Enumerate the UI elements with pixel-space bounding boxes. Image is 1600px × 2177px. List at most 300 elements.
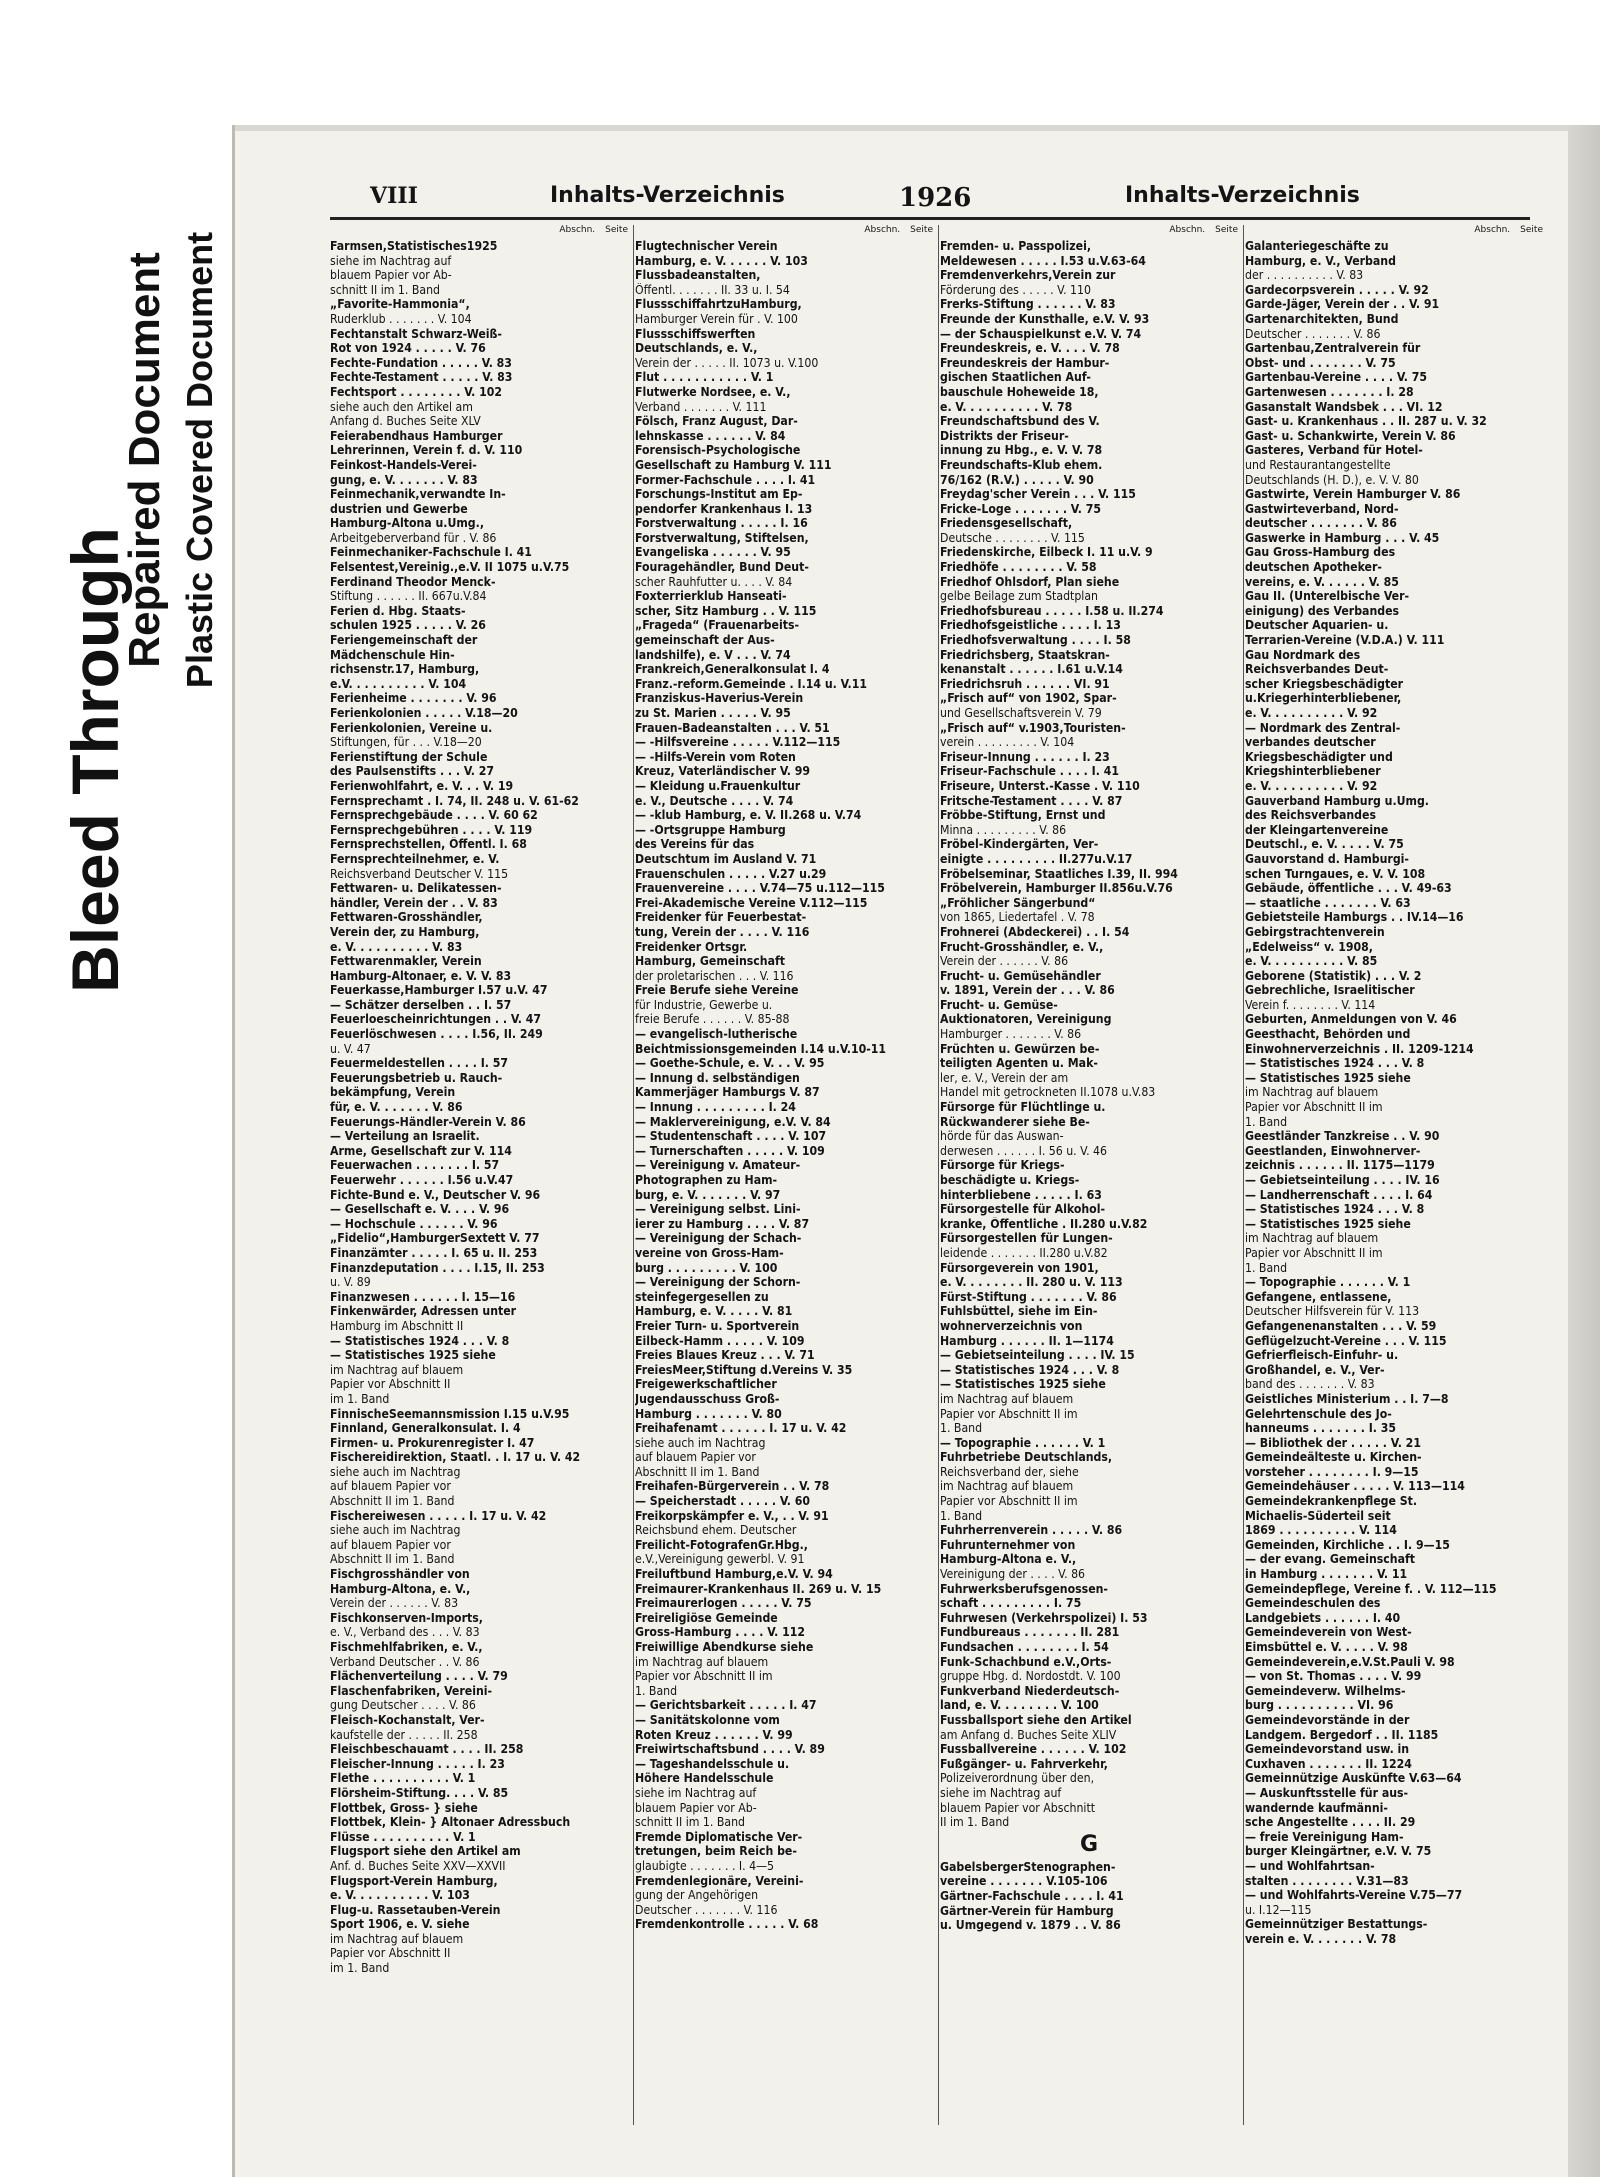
index-entry: Freiluftbund Hamburg,e.V. V. 94 [635, 1567, 833, 1582]
index-entry: — Topographie . . . . . . V. 1 [940, 1435, 1106, 1450]
index-entry: Frei-Akademische Vereine V.112—115 [635, 895, 868, 910]
index-entry: — Gerichtsbarkeit . . . . . I. 47 [635, 1698, 817, 1713]
index-entry: Kriegsbeschädigter und [1245, 749, 1393, 764]
index-entry: Fernsprechgebäude . . . . V. 60 62 [330, 808, 538, 823]
index-entry: Fremdenverkehrs,Verein zur [940, 268, 1116, 283]
index-entry: händler, Verein der . . V. 83 [330, 895, 498, 910]
index-entry: Kriegshinterbliebener [1245, 764, 1381, 779]
index-entry: schulen 1925 . . . . . V. 26 [330, 618, 486, 633]
index-entry: tretungen, beim Reich be- [635, 1844, 797, 1859]
index-entry: u. Umgegend v. 1879 . . V. 86 [940, 1918, 1121, 1933]
index-entry: hinterbliebene . . . . . I. 63 [940, 1187, 1102, 1202]
index-entry: Feinkost-Handels-Verei- [330, 457, 477, 472]
index-entry: lehnskasse . . . . . . V. 84 [635, 428, 786, 443]
index-entry: gruppe Hbg. d. Nordostdt. V. 100 [940, 1669, 1121, 1684]
index-entry: — Topographie . . . . . . V. 1 [1245, 1275, 1411, 1290]
seite-label: Seite [910, 225, 933, 235]
index-entry: Gebietsteile Hamburgs . . IV.14—16 [1245, 910, 1464, 925]
index-entry: Fischkonserven-Imports, [330, 1610, 483, 1625]
index-entry: Abschnitt II im 1. Band [330, 1552, 455, 1567]
index-entry: e. V. . . . . . . . . . V. 83 [330, 939, 463, 954]
running-title-right: Inhalts-Verzeichnis [1125, 183, 1360, 208]
index-entry: Garde-Jäger, Verein der . . V. 91 [1245, 297, 1440, 312]
index-entry: Fechtsport . . . . . . . . V. 102 [330, 384, 502, 399]
index-entry: Fürsorgeverein von 1901, [940, 1260, 1099, 1275]
index-entry: kranke, Öffentliche . II.280 u.V.82 [940, 1216, 1148, 1231]
index-entry: u. I.12—115 [1245, 1902, 1312, 1917]
index-entry: — und Wohlfahrtsan- [1245, 1858, 1375, 1873]
column-divider [1243, 225, 1244, 2125]
index-entry: siehe im Nachtrag auf [635, 1785, 757, 1800]
index-entry: Gemeindeverein von West- [1245, 1625, 1412, 1640]
index-entry: Fettwaren-Grosshändler, [330, 910, 483, 925]
index-entry: Gasanstalt Wandsbek . . . VI. 12 [1245, 399, 1443, 414]
index-entry: — Bibliothek der . . . . . V. 21 [1245, 1435, 1421, 1450]
index-entry: Geborene (Statistik) . . . V. 2 [1245, 968, 1422, 983]
index-entry: Hamburg, Gemeinschaft [635, 954, 785, 969]
page-edge [1568, 125, 1600, 2177]
index-entry: — Statistisches 1924 . . . V. 8 [330, 1333, 510, 1348]
index-entry: Feuerungsbetrieb u. Rauch- [330, 1070, 503, 1085]
index-entry: Freunde der Kunsthalle, e.V. V. 93 [940, 311, 1150, 326]
index-entry: Freihafen-Bürgerverein . . V. 78 [635, 1479, 830, 1494]
index-entry: Gemeindehäuser . . . . . V. 113—114 [1245, 1479, 1465, 1494]
index-entry: Abschnitt II im 1. Band [330, 1494, 455, 1509]
index-entry: Flut . . . . . . . . . . . V. 1 [635, 370, 774, 385]
index-entry: wandernde kaufmänni- [1245, 1800, 1388, 1815]
index-entry: auf blauem Papier vor [330, 1479, 451, 1494]
index-entry: Friedhöfe . . . . . . . . V. 58 [940, 560, 1097, 575]
entry-list [330, 239, 628, 1976]
column-divider [633, 225, 634, 2125]
index-entry: Friedhofsverwaltung . . . . I. 58 [940, 633, 1131, 648]
index-entry: Gemeinden, Kirchliche . . I. 9—15 [1245, 1537, 1450, 1552]
index-entry: Verband Deutscher . . V. 86 [330, 1654, 480, 1669]
index-entry: Hamburg, e. V., Verband [1245, 253, 1396, 268]
index-entry: Flethe . . . . . . . . . . V. 1 [330, 1771, 476, 1786]
index-entry: Geistliches Ministerium . . I. 7—8 [1245, 1391, 1449, 1406]
index-entry: Fürst-Stiftung . . . . . . . V. 86 [940, 1289, 1117, 1304]
column-divider [938, 225, 939, 2125]
index-entry: Forschungs-Institut am Ep- [635, 487, 803, 502]
index-entry: Fremdenkontrolle . . . . . V. 68 [635, 1917, 819, 1932]
index-entry: im 1. Band [330, 1961, 390, 1976]
index-entry: Fussballvereine . . . . . . V. 102 [940, 1742, 1127, 1757]
index-entry: 1. Band [1245, 1114, 1288, 1129]
index-entry: Hamburg . . . . . . II. 1—1174 [940, 1333, 1114, 1348]
abschnitt-label: Abschn. [1474, 225, 1511, 235]
index-entry: Papier vor Abschnitt II im [1245, 1245, 1383, 1260]
index-entry: im 1. Band [330, 1391, 390, 1406]
index-entry: Feinmechaniker-Fachschule I. 41 [330, 545, 532, 560]
index-entry: e. V. . . . . . . . . . V. 92 [1245, 706, 1378, 720]
index-entry: band des . . . . . . . V. 83 [1245, 1377, 1375, 1392]
index-entry: schnitt II im 1. Band [330, 282, 441, 297]
index-entry: Freier Turn- u. Sportverein [635, 1318, 800, 1333]
index-entry: Fundsachen . . . . . . . . I. 54 [940, 1640, 1109, 1654]
index-entry: pendorfer Krankenhaus I. 13 [635, 501, 813, 516]
seite-label: Seite [605, 225, 628, 235]
index-entry: derwesen . . . . . . I. 56 u. V. 46 [940, 1143, 1107, 1158]
index-entry: Friedensgesellschaft, [940, 516, 1073, 531]
index-entry: Papier vor Abschnitt II im [1245, 1100, 1383, 1115]
index-entry: richsenstr.17, Hamburg, [330, 662, 480, 677]
index-entry: Freigewerkschaftlicher [635, 1377, 777, 1392]
column-header [1245, 225, 1543, 239]
index-entry: Finanzämter . . . . . I. 65 u. II. 253 [330, 1245, 538, 1260]
index-entry: e. V. . . . . . . . . . V. 103 [330, 1888, 470, 1903]
bleed-through-stamp: Bleed Through [58, 527, 132, 993]
index-entry: landshilfe), e. V . . . V. 74 [635, 647, 791, 662]
index-entry: Frauenvereine . . . . V.74—75 u.112—115 [635, 881, 885, 896]
index-entry: „Frageda“ (Frauenarbeits- [635, 618, 800, 633]
index-entry: Fölsch, Franz August, Dar- [635, 414, 798, 429]
index-entry: Freydag'scher Verein . . . V. 115 [940, 487, 1136, 502]
index-entry: Fernsprechgebühren . . . . V. 119 [330, 822, 533, 837]
index-entry: bekämpfung, Verein [330, 1085, 456, 1100]
index-entry: — Statistisches 1924 . . . V. 8 [940, 1362, 1120, 1377]
index-entry: e. V. . . . . . . . II. 280 u. V. 113 [940, 1275, 1123, 1290]
index-entry: Flutwerke Nordsee, e. V., [635, 384, 791, 399]
index-entry: Gemeindeälteste u. Kirchen- [1245, 1450, 1422, 1465]
index-entry: burg . . . . . . . . . V. 100 [635, 1260, 778, 1275]
index-entry: Deutscher . . . . . . . V. 116 [635, 1902, 778, 1917]
index-entry: Gemeindevorstand usw. in [1245, 1742, 1410, 1757]
index-entry: 1. Band [635, 1683, 678, 1698]
index-entry: e. V. . . . . . . . . . V. 78 [940, 399, 1073, 414]
index-entry: u. V. 89 [330, 1275, 371, 1290]
index-entry: — Maklervereinigung, e.V. V. 84 [635, 1114, 831, 1129]
index-entry: Freundeskreis, e. V. . . . V. 78 [940, 341, 1120, 356]
index-entry: — -Hilfsvereine . . . . . V.112—115 [635, 735, 841, 750]
index-entry: gemeinschaft der Aus- [635, 633, 775, 648]
plastic-covered-stamp: Plastic Covered Document [179, 231, 220, 689]
index-entry: Fuhrbetriebe Deutschlands, [940, 1450, 1113, 1465]
index-entry: Gemeindeverw. Wilhelms- [1245, 1683, 1406, 1698]
index-entry: Freiwirtschaftsbund . . . . V. 89 [635, 1742, 825, 1757]
index-entry: Früchten u. Gewürzen be- [940, 1041, 1100, 1056]
index-entry: Verein der, zu Hamburg, [330, 924, 480, 939]
index-entry: kenanstalt . . . . . . I.61 u.V.14 [940, 662, 1123, 677]
index-entry: Vereinigung der . . . . V. 86 [940, 1567, 1086, 1582]
index-entry: zu St. Marien . . . . . V. 95 [635, 706, 791, 720]
index-entry: Verein der . . . . . II. 1073 u. V.100 [635, 355, 819, 370]
index-entry: Freies Blaues Kreuz . . . V. 71 [635, 1348, 815, 1363]
index-entry: 1. Band [1245, 1260, 1288, 1275]
index-entry: — Studentenschaft . . . . V. 107 [635, 1129, 827, 1144]
index-entry: deutscher . . . . . . . V. 86 [1245, 516, 1397, 531]
index-entry: Anf. d. Buches Seite XXV—XXVII [330, 1858, 506, 1873]
index-entry: Flüsse . . . . . . . . . . V. 1 [330, 1829, 476, 1844]
index-entry: burg . . . . . . . . . . VI. 96 [1245, 1698, 1394, 1713]
index-entry: Funk-Schachbund e.V.,Orts- [940, 1654, 1112, 1669]
index-entry: Friedrichsruh . . . . . . VI. 91 [940, 676, 1110, 691]
index-entry: Gardecorpsverein . . . . . V. 92 [1245, 282, 1429, 297]
index-entry: blauem Papier vor Abschnitt [940, 1800, 1096, 1815]
index-entry: Ferienwohlfahrt, e. V. . . V. 19 [330, 778, 514, 793]
index-entry: Papier vor Abschnitt II im [635, 1669, 773, 1684]
index-entry: verein e. V. . . . . . . V. 78 [1245, 1931, 1397, 1946]
index-entry: Forstverwaltung, Stiftelsen, [635, 530, 809, 545]
index-entry: Photographen zu Ham- [635, 1173, 778, 1187]
seite-label: Seite [1215, 225, 1238, 235]
index-entry: Fernsprechstellen, Öffentl. I. 68 [330, 837, 527, 852]
index-entry: Feinmechanik,verwandte In- [330, 487, 506, 502]
index-entry: im Nachtrag auf blauem [330, 1362, 464, 1377]
year-heading: 1926 [899, 183, 972, 213]
index-entry: Verein der . . . . . . V. 86 [940, 954, 1069, 969]
column-header [330, 225, 628, 239]
index-entry: Reichsverband Deutscher V. 115 [330, 866, 509, 881]
index-entry: siehe auch im Nachtrag [330, 1523, 461, 1538]
index-entry: scher Rauhfutter u. . . . V. 84 [635, 574, 793, 589]
index-entry: FinnischeSeemannsmission I.15 u.V.95 [330, 1406, 570, 1421]
index-entry: glaubigte . . . . . . . I. 4—5 [635, 1858, 775, 1873]
index-entry: — -Hilfs-Verein vom Roten [635, 749, 796, 764]
index-entry: Franziskus-Haverius-Verein [635, 691, 804, 706]
index-entry: „Edelweiss“ v. 1908, [1245, 939, 1373, 954]
index-entry: Flächenverteilung . . . . V. 79 [330, 1669, 508, 1684]
index-entry: Freundschafts-Klub ehem. [940, 457, 1103, 472]
index-entry: Eimsbüttel e. V. . . . . V. 98 [1245, 1640, 1408, 1654]
index-entry: GabelsbergerStenographen- [940, 1859, 1116, 1874]
index-entry: Frerks-Stiftung . . . . . . V. 83 [940, 297, 1116, 312]
index-entry: land, e. V. . . . . . . . V. 100 [940, 1698, 1099, 1713]
index-entry: Deutscher Aquarien- u. [1245, 618, 1389, 633]
index-entry: teiligten Agenten u. Mak- [940, 1056, 1098, 1071]
index-entry: Flugtechnischer Verein [635, 239, 778, 253]
index-entry: Gau Gross-Hamburg des [1245, 545, 1396, 560]
index-entry: Freundeskreis der Hambur- [940, 355, 1110, 370]
index-entry: Freundschaftsbund des V. [940, 414, 1100, 429]
index-entry: — Auskunftsstelle für aus- [1245, 1785, 1409, 1800]
index-entry: Fouragehändler, Bund Deut- [635, 560, 809, 575]
index-entry: — evangelisch-lutherische [635, 1027, 798, 1042]
index-entry: Franz.-reform.Gemeinde . I.14 u. V.11 [635, 676, 867, 691]
index-entry: Ruderklub . . . . . . . V. 104 [330, 311, 472, 326]
index-entry: Abschnitt II im 1. Band [635, 1464, 760, 1479]
index-entry: — freie Vereinigung Ham- [1245, 1829, 1404, 1844]
index-entry: e. V. . . . . . . . . . V. 85 [1245, 954, 1378, 969]
index-entry: Fischereiwesen . . . . . I. 17 u. V. 42 [330, 1508, 547, 1523]
index-entry: Verein der . . . . . . V. 83 [330, 1596, 459, 1611]
index-column-2 [635, 225, 933, 2145]
index-entry: schen Turngaues, e. V. V. 108 [1245, 866, 1426, 881]
index-entry: Roten Kreuz . . . . . . V. 99 [635, 1727, 793, 1742]
index-entry: Flottbek, Klein- } Altonaer Adressbuch [330, 1815, 571, 1830]
index-entry: Anfang d. Buches Seite XLV [330, 414, 481, 429]
index-entry: Fürsorge für Flüchtlinge u. [940, 1100, 1106, 1115]
index-entry: Feuerlöschwesen . . . . I.56, II. 249 [330, 1027, 543, 1042]
index-entry: im Nachtrag auf blauem [940, 1479, 1074, 1494]
repaired-document-stamp: Repaired Document [120, 252, 169, 668]
index-entry: 1869 . . . . . . . . . . V. 114 [1245, 1523, 1397, 1538]
index-entry: Friseure, Unterst.-Kasse . V. 110 [940, 778, 1140, 793]
index-entry: siehe im Nachtrag auf [940, 1785, 1062, 1800]
index-entry: Flussbadeanstalten, [635, 268, 761, 283]
index-entry: Papier vor Abschnitt II im [940, 1494, 1078, 1509]
index-entry: Freidenker für Feuerbestat- [635, 910, 807, 925]
index-entry: Hamburg-Altona e. V., [940, 1552, 1077, 1567]
index-entry: Gartenwesen . . . . . . . I. 28 [1245, 384, 1414, 399]
index-entry: vereine von Gross-Ham- [635, 1245, 784, 1260]
index-entry: Flussschiffswerften [635, 326, 756, 341]
index-entry: — Statistisches 1925 siehe [940, 1377, 1106, 1392]
index-entry: Gemeindekrankenpflege St. [1245, 1494, 1418, 1509]
index-entry: Fröbel-Kindergärten, Ver- [940, 837, 1099, 852]
index-column-4 [1245, 225, 1543, 2145]
index-entry: Gemeinnützige Auskünfte V.63—64 [1245, 1771, 1462, 1786]
index-entry: Fleischbeschauamt . . . . II. 258 [330, 1742, 524, 1757]
index-entry: Reichsbund ehem. Deutscher [635, 1523, 797, 1538]
index-entry: Ferien d. Hbg. Staats- [330, 603, 466, 618]
index-entry: Stiftungen, für . . . V.18—20 [330, 735, 482, 750]
index-entry: Papier vor Abschnitt II [330, 1377, 451, 1392]
index-entry: Evangeliska . . . . . . V. 95 [635, 545, 791, 560]
index-entry: Geburten, Anmeldungen von V. 46 [1245, 1012, 1457, 1027]
index-entry: Gemeindeschulen des [1245, 1596, 1381, 1611]
index-entry: Hamburg . . . . . . . V. 80 [635, 1406, 782, 1421]
index-entry: Auktionatoren, Vereinigung [940, 1012, 1112, 1027]
index-entry: siehe auch im Nachtrag [635, 1435, 766, 1450]
index-entry: Fechtanstalt Schwarz-Weiß- [330, 326, 502, 341]
index-entry: — staatliche . . . . . . . V. 63 [1245, 895, 1411, 910]
index-entry: Gebirgstrachtenverein [1245, 924, 1385, 939]
index-entry: FreiesMeer,Stiftung d.Vereins V. 35 [635, 1362, 853, 1377]
index-entry: u.Kriegerhinterbliebener, [1245, 691, 1402, 706]
index-entry: 76/162 (R.V.) . . . . . V. 90 [940, 472, 1094, 487]
index-entry: und Gesellschaftsverein V. 79 [940, 706, 1102, 720]
index-entry: Gefangenenanstalten . . . V. 59 [1245, 1318, 1437, 1333]
index-entry: burger Kleingärtner, e.V. V. 75 [1245, 1844, 1432, 1859]
index-entry: Landgem. Bergedorf . . II. 1185 [1245, 1727, 1439, 1742]
index-entry: tung, Verein der . . . . V. 116 [635, 924, 810, 939]
index-entry: Friseur-Fachschule . . . . I. 41 [940, 764, 1119, 779]
index-entry: — Statistisches 1925 siehe [1245, 1070, 1411, 1085]
index-entry: — Gesellschaft e. V. . . . V. 96 [330, 1202, 510, 1217]
section-letter: G [1079, 1831, 1099, 1857]
index-entry: in Hamburg . . . . . . . V. 11 [1245, 1567, 1408, 1582]
index-entry: blauem Papier vor Ab- [330, 268, 452, 283]
index-entry: Gefrierfleisch-Einfuhr- u. [1245, 1348, 1399, 1363]
index-entry: — Vereinigung der Schorn- [635, 1275, 801, 1290]
index-entry: Funkverband Niederdeutsch- [940, 1683, 1120, 1698]
index-entry: Friedhofsgeistliche . . . . I. 13 [940, 618, 1121, 633]
index-entry: Feuerwehr . . . . . . I.56 u.V.47 [330, 1173, 514, 1187]
index-entry: scher, Sitz Hamburg . . V. 115 [635, 603, 817, 618]
index-entry: Fundbureaus . . . . . . . II. 281 [940, 1625, 1120, 1640]
column-header [940, 225, 1238, 239]
index-entry: Deutsche . . . . . . . . V. 115 [940, 530, 1085, 545]
index-entry: Gemeindeverein,e.V.St.Pauli V. 98 [1245, 1654, 1455, 1669]
index-entry: Feuerungs-Händler-Verein V. 86 [330, 1114, 526, 1129]
index-entry: im Nachtrag auf blauem [1245, 1085, 1379, 1100]
page-top-shadow [235, 125, 1600, 131]
index-entry: — Nordmark des Zentral- [1245, 720, 1401, 735]
index-entry: Höhere Handelsschule [635, 1771, 774, 1786]
index-entry: Kreuz, Vaterländischer V. 99 [635, 764, 811, 779]
index-entry: Hamburg-Altonaer, e. V. V. 83 [330, 968, 512, 983]
index-entry: Gesellschaft zu Hamburg V. 111 [635, 457, 832, 472]
index-entry: — Landherrenschaft . . . . I. 64 [1245, 1187, 1433, 1202]
index-entry: Gauvorstand d. Hamburgi- [1245, 851, 1409, 866]
index-entry: Gastwirteverband, Nord- [1245, 501, 1399, 516]
index-entry: Flottbek, Gross- } siehe [330, 1800, 478, 1815]
index-entry: Gau Nordmark des [1245, 647, 1361, 662]
index-entry: Ferdinand Theodor Menck- [330, 574, 496, 589]
scanned-page [232, 125, 1600, 2177]
index-entry: — von St. Thomas . . . . V. 99 [1245, 1669, 1422, 1684]
index-entry: e.V. . . . . . . . . . V. 104 [330, 676, 467, 691]
index-entry: — Vereinigung selbst. Lini- [635, 1202, 801, 1217]
index-entry: II im 1. Band [940, 1815, 1010, 1830]
index-entry: Friedhofsbureau . . . . . I.58 u. II.274 [940, 603, 1164, 618]
index-entry: Gemeinnütziger Bestattungs- [1245, 1917, 1428, 1932]
index-entry: Ferienkolonien, Vereine u. [330, 720, 493, 735]
index-entry: Farmsen,Statistisches1925 [330, 239, 498, 253]
index-entry: Frucht-Grosshändler, e. V., [940, 939, 1104, 954]
index-entry: Gasteres, Verband für Hotel- [1245, 443, 1423, 458]
index-entry: — Gebietseinteilung . . . . IV. 15 [940, 1348, 1135, 1363]
index-entry: v. 1891, Verein der . . . V. 86 [940, 983, 1115, 998]
index-entry: Gebäude, öffentliche . . . V. 49-63 [1245, 881, 1452, 896]
index-entry: e. V., Deutsche . . . . V. 74 [635, 793, 794, 808]
index-entry: Fußgänger- u. Fahrverkehr, [940, 1756, 1108, 1771]
index-entry: Freiwillige Abendkurse siehe [635, 1640, 814, 1654]
index-entry: e. V. . . . . . . . . . V. 92 [1245, 778, 1378, 793]
index-entry: — Statistisches 1925 siehe [1245, 1216, 1411, 1231]
index-entry: Former-Fachschule . . . . I. 41 [635, 472, 816, 487]
index-entry: Flugsport siehe den Artikel am [330, 1844, 521, 1859]
index-entry: Gauverband Hamburg u.Umg. [1245, 793, 1429, 808]
entry-list [635, 239, 933, 1932]
index-entry: Lehrerinnen, Verein f. d. V. 110 [330, 443, 523, 458]
index-entry: Freimaurerlogen . . . . . V. 75 [635, 1596, 812, 1611]
index-entry: Deutscher Hilfsverein für V. 113 [1245, 1304, 1420, 1319]
index-entry: Frohnerei (Abdeckerei) . . I. 54 [940, 924, 1130, 939]
index-entry: „Fröhlicher Sängerbund“ [940, 895, 1096, 910]
index-entry: Fürsorgestellen für Lungen- [940, 1231, 1113, 1246]
index-entry: Handel mit getrockneten II.1078 u.V.83 [940, 1085, 1156, 1100]
index-entry: Gartenbau,Zentralverein für [1245, 341, 1421, 356]
index-entry: u. V. 47 [330, 1041, 371, 1056]
index-entry: Fremdenlegionäre, Vereini- [635, 1873, 804, 1888]
index-entry: Fussballsport siehe den Artikel [940, 1712, 1132, 1727]
index-entry: Ferienkolonien . . . . . V.18—20 [330, 706, 518, 720]
index-entry: Geflügelzucht-Vereine . . . V. 115 [1245, 1333, 1447, 1348]
index-entry: Eilbeck-Hamm . . . . . V. 109 [635, 1333, 805, 1348]
index-entry: im Nachtrag auf blauem [635, 1654, 769, 1669]
index-entry: siehe im Nachtrag auf [330, 253, 452, 268]
index-entry: Papier vor Abschnitt II im [940, 1406, 1078, 1421]
index-entry: wohnerverzeichnis von [940, 1318, 1083, 1333]
index-entry: scher Kriegsbeschädigter [1245, 676, 1404, 691]
index-entry: kaufstelle der . . . . . II. 258 [330, 1727, 478, 1742]
index-entry: — Statistisches 1924 . . . V. 8 [1245, 1056, 1425, 1071]
index-entry: Förderung des . . . . . V. 110 [940, 282, 1091, 297]
index-entry: Obst- und . . . . . . . V. 75 [1245, 355, 1396, 370]
index-entry: Papier vor Abschnitt II [330, 1946, 451, 1961]
index-entry: Gaswerke in Hamburg . . . V. 45 [1245, 530, 1440, 545]
index-entry: blauem Papier vor Ab- [635, 1800, 757, 1815]
index-entry: Gemeindepflege, Vereine f. . V. 112—115 [1245, 1581, 1497, 1596]
index-column-1 [330, 225, 628, 2145]
index-entry: Fechte-Fundation . . . . . V. 83 [330, 355, 512, 370]
index-entry: Öffentl. . . . . . . II. 33 u. I. 54 [635, 282, 790, 297]
index-entry: deutschen Apotheker- [1245, 560, 1382, 575]
index-entry: Geesthacht, Behörden und [1245, 1027, 1411, 1042]
index-entry: „Favorite-Hammonia“, [330, 297, 470, 312]
